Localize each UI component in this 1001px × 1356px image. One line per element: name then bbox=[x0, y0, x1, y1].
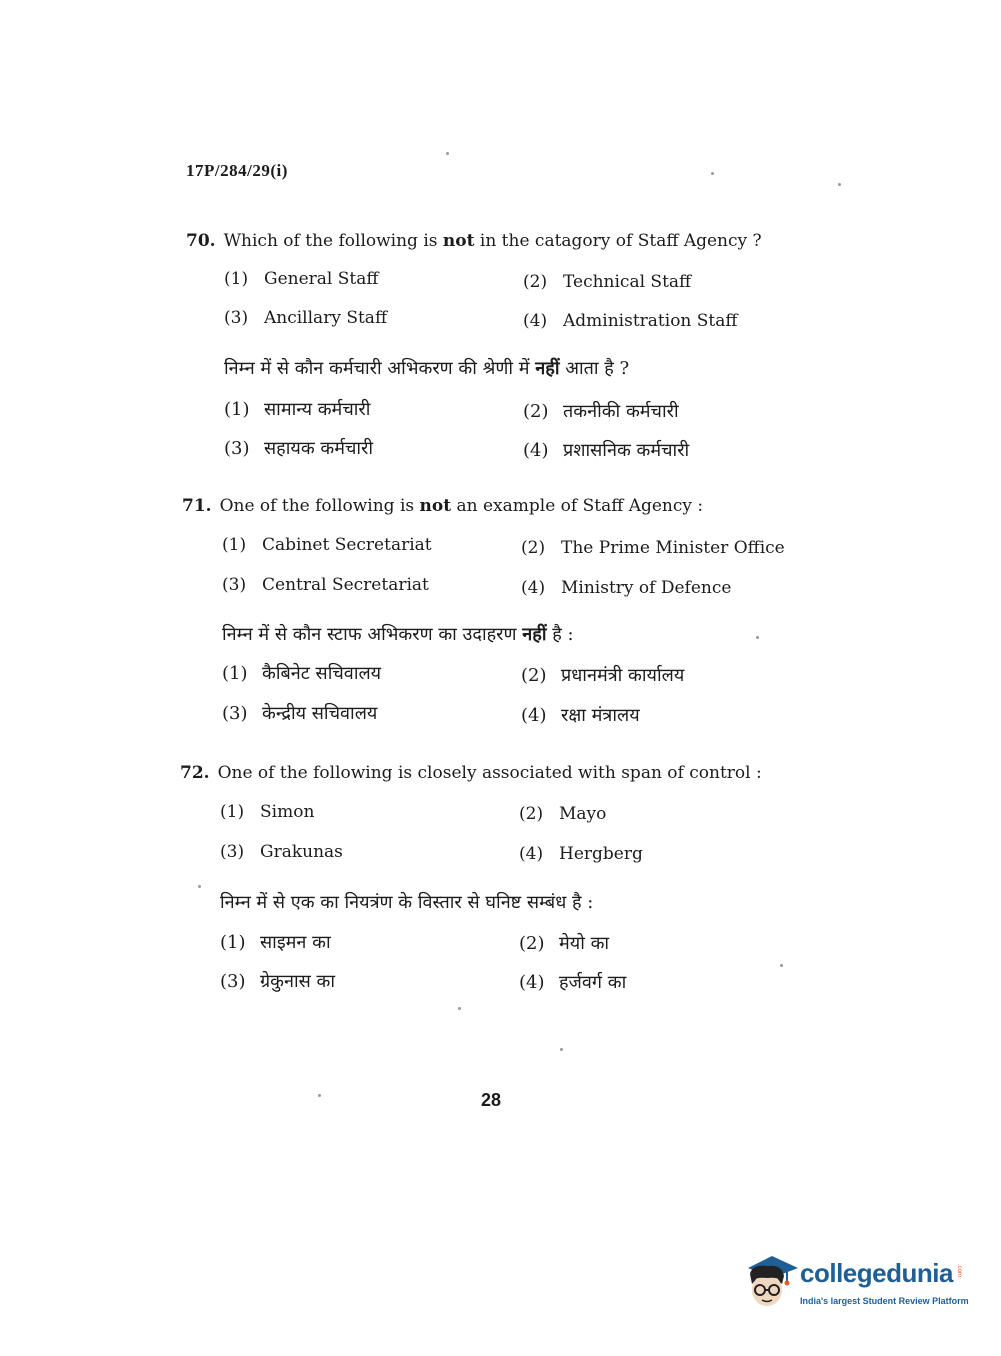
option-3: (3) Central Secretariat bbox=[222, 575, 429, 595]
scan-speck bbox=[780, 964, 783, 967]
question-72-hindi-stem: निम्न में से एक का नियत्रंण के विस्तार से घनिष्ट सम्बंध है : bbox=[220, 892, 594, 913]
hindi-option-3: (3) केन्द्रीय सचिवालय bbox=[222, 703, 378, 724]
scan-speck bbox=[838, 183, 841, 186]
brand-suffix: .com bbox=[956, 1264, 962, 1278]
option-1: (1) Simon bbox=[220, 802, 315, 822]
hindi-option-2: (2) तकनीकी कर्मचारी bbox=[523, 401, 679, 422]
page-number: 28 bbox=[481, 1090, 502, 1110]
hindi-option-1: (1) सामान्य कर्मचारी bbox=[224, 399, 371, 420]
paper-code: 17P/284/29(i) bbox=[186, 161, 288, 180]
question-number: 71. bbox=[182, 496, 212, 516]
question-70-stem: 70. Which of the following is not in the catagory of Staff Agency ? bbox=[186, 231, 762, 251]
question-71-hindi-stem: निम्न में से कौन स्टाफ अभिकरण का उदाहरण नहीं है : bbox=[222, 624, 574, 645]
scan-speck bbox=[318, 1094, 321, 1097]
brand-name: collegedunia bbox=[800, 1258, 953, 1288]
question-number: 70. bbox=[186, 231, 216, 251]
scan-speck bbox=[446, 152, 449, 155]
option-1: (1) Cabinet Secretariat bbox=[222, 535, 432, 555]
scan-speck bbox=[756, 636, 759, 639]
option-3: (3) Grakunas bbox=[220, 842, 343, 862]
hindi-option-1: (1) साइमन का bbox=[220, 932, 331, 953]
hindi-option-4: (4) हर्जवर्ग का bbox=[519, 972, 627, 993]
hindi-option-2: (2) प्रधानमंत्री कार्यालय bbox=[521, 665, 685, 686]
collegedunia-logo bbox=[742, 1250, 972, 1320]
option-2: (2) The Prime Minister Office bbox=[521, 538, 785, 558]
question-71-stem: 71. One of the following is not an example of Staff Agency : bbox=[182, 496, 704, 516]
hindi-option-4: (4) रक्षा मंत्रालय bbox=[521, 705, 640, 726]
hindi-option-1: (1) कैबिनेट सचिवालय bbox=[222, 663, 382, 684]
scan-speck bbox=[198, 885, 201, 888]
question-70-hindi-stem: निम्न में से कौन कर्मचारी अभिकरण की श्रेणी में नहीं आता है ? bbox=[224, 358, 630, 379]
brand-tagline: India's largest Student Review Platform bbox=[800, 1296, 969, 1306]
option-4: (4) Administration Staff bbox=[523, 311, 738, 331]
scan-speck bbox=[458, 1007, 461, 1010]
hindi-option-2: (2) मेयो का bbox=[519, 933, 610, 954]
hindi-option-4: (4) प्रशासनिक कर्मचारी bbox=[523, 440, 690, 461]
option-2: (2) Mayo bbox=[519, 804, 607, 824]
scan-speck bbox=[560, 1048, 563, 1051]
hindi-option-3: (3) सहायक कर्मचारी bbox=[224, 438, 374, 459]
scan-speck bbox=[711, 172, 714, 175]
question-72-stem: 72. One of the following is closely associated with span of control : bbox=[180, 763, 762, 783]
hindi-option-3: (3) ग्रेकुनास का bbox=[220, 971, 336, 992]
option-3: (3) Ancillary Staff bbox=[224, 308, 388, 328]
question-number: 72. bbox=[180, 763, 210, 783]
option-4: (4) Ministry of Defence bbox=[521, 578, 732, 598]
option-2: (2) Technical Staff bbox=[523, 272, 692, 292]
student-mascot-icon bbox=[742, 1250, 798, 1312]
option-4: (4) Hergberg bbox=[519, 844, 643, 864]
option-1: (1) General Staff bbox=[224, 269, 379, 289]
